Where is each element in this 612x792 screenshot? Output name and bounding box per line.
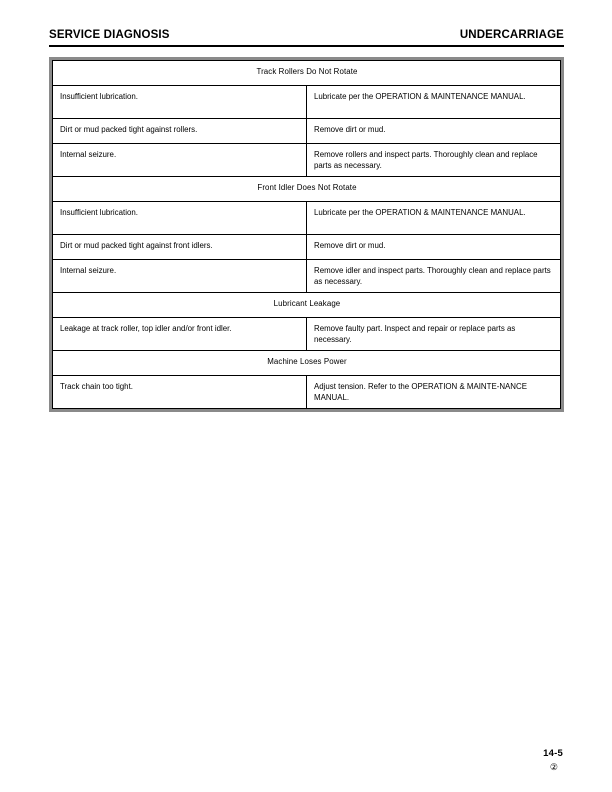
service-diagnosis-table — [52, 60, 561, 409]
table-section-header-row — [53, 61, 561, 86]
problem-cell: Leakage at track roller, top idler and/or front idler. — [53, 318, 307, 351]
table-row — [53, 235, 561, 260]
remedy-cell: Adjust tension. Refer to the OPERATION & MAINTE-NANCE MANUAL. — [307, 376, 561, 409]
problem-cell: Dirt or mud packed tight against rollers. — [53, 119, 307, 144]
running-head-left-title: SERVICE DIAGNOSIS — [49, 29, 170, 41]
remedy-cell: Lubricate per the OPERATION & MAINTENANCE MANUAL. — [307, 86, 561, 119]
problem-cell: Internal seizure. — [53, 144, 307, 177]
table-section-header-row — [53, 293, 561, 318]
remedy-cell: Remove idler and inspect parts. Thoroughly clean and replace parts as necessary. — [307, 260, 561, 293]
table-section-header-row — [53, 351, 561, 376]
table-body — [53, 61, 561, 409]
table-row — [53, 202, 561, 235]
section-title: Front Idler Does Not Rotate — [53, 177, 561, 202]
revision-mark-icon: ② — [549, 762, 558, 772]
section-title: Machine Loses Power — [53, 351, 561, 376]
table-row — [53, 86, 561, 119]
problem-cell: Track chain too tight. — [53, 376, 307, 409]
page-footer — [443, 748, 563, 773]
remedy-cell: Remove rollers and inspect parts. Thoroughly clean and replace parts as necessary. — [307, 144, 561, 177]
service-diagnosis-table-frame — [49, 57, 564, 412]
problem-cell: Insufficient lubrication. — [53, 86, 307, 119]
remedy-cell: Remove dirt or mud. — [307, 235, 561, 260]
header-rule — [49, 45, 564, 47]
table-row — [53, 318, 561, 351]
remedy-cell: Lubricate per the OPERATION & MAINTENANCE MANUAL. — [307, 202, 561, 235]
table-row — [53, 260, 561, 293]
table-row — [53, 119, 561, 144]
problem-cell: Insufficient lubrication. — [53, 202, 307, 235]
table-section-header-row — [53, 177, 561, 202]
table-row — [53, 144, 561, 177]
section-title: Lubricant Leakage — [53, 293, 561, 318]
section-title: Track Rollers Do Not Rotate — [53, 61, 561, 86]
page-number: 14-5 — [543, 748, 563, 759]
remedy-cell: Remove faulty part. Inspect and repair or replace parts as necessary. — [307, 318, 561, 351]
running-head-right-title: UNDERCARRIAGE — [459, 29, 564, 41]
problem-cell: Internal seizure. — [53, 260, 307, 293]
table-row — [53, 376, 561, 409]
remedy-cell: Remove dirt or mud. — [307, 119, 561, 144]
problem-cell: Dirt or mud packed tight against front idlers. — [53, 235, 307, 260]
